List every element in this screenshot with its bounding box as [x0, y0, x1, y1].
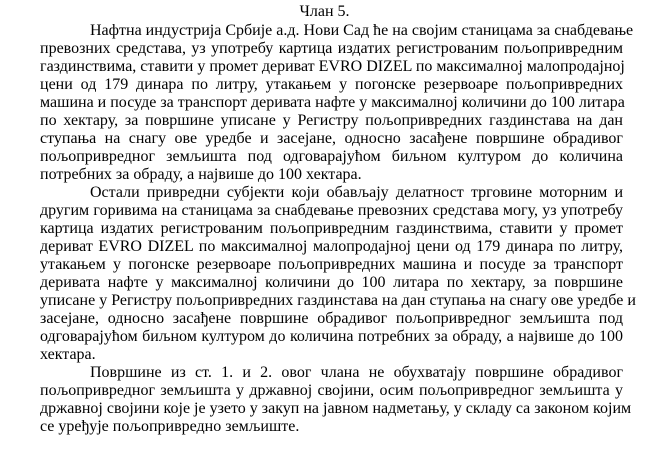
paragraph-line: цени од 179 динара по литру, утакањем у погонске резервоаре пољопривредних [40, 76, 623, 93]
paragraph-line: одговарајућом биљном културом до количина потребних за обраду, а највише до 100 [40, 328, 623, 345]
paragraph-line: превозних средстава, уз употребу картица издатих регистрованим пољопривредним [40, 40, 623, 57]
paragraph-line: засејане, односно засађене површине обрадивог пољопривредног земљишта под [40, 310, 623, 327]
paragraph-line: другим горивима на станицама за снабдевање превозних средстава могу, уз употребу [40, 202, 623, 219]
paragraph-line: деривата нафте у максималној количини до 100 литара по хектару, за површине [40, 274, 623, 291]
paragraph-line: се уређује пољопривредно земљиште. [40, 418, 300, 435]
paragraph-line: дериват EVRO DIZEL по максималној малопродајној цени од 179 динара по литру, [40, 238, 623, 255]
paragraph-line: пољопривредног земљишта под одговарајућом биљном културом до количина [40, 148, 623, 165]
paragraph-line: пољопривредног земљишта у државној својини, осим пољопривредног земљишта у [40, 382, 623, 399]
paragraph-line: хектара. [40, 346, 96, 363]
paragraph-line: утакањем у погонске резервоаре пољопривредних машина и посуде за транспорт [40, 256, 623, 273]
paragraph-line: ступања на снагу ове уредбе и засејане, односно засађене површине обрадивог [40, 130, 623, 147]
article-title: Члан 5. [299, 3, 350, 20]
paragraph-line: уписане у Регистру пољопривредних газдинстава на дан ступања на снагу ове уредбе и [40, 292, 636, 309]
paragraph-line: потребних за обраду, а највише до 100 хектара. [40, 166, 362, 183]
paragraph-line: Нафтна индустрија Србије а.д. Нови Сад ће на својим станицама за снабдевање [90, 22, 634, 39]
paragraph-line: Остали привредни субјекти који обављају делатност трговине моторним и [90, 184, 623, 201]
paragraph-line: Површине из ст. 1. и 2. овог члана не обухватају површине обрадивог [90, 364, 623, 381]
paragraph-line: државној својини које је узето у закуп на јавном надметању, у складу са законом којим [40, 400, 632, 417]
paragraph-line: газдинствима, ставити у промет дериват EVRO DIZEL по максималној малопродајној [40, 58, 625, 75]
paragraph-line: картица издатих регистрованим пољопривредним газдинствима, ставити у промет [40, 220, 623, 237]
paragraph-line: по хектару, за површине уписане у Регистру пољопривредних газдинстава на дан [40, 112, 623, 129]
paragraph-line: машина и посуде за транспорт деривата нафте у максималној количини до 100 литара [40, 94, 625, 111]
